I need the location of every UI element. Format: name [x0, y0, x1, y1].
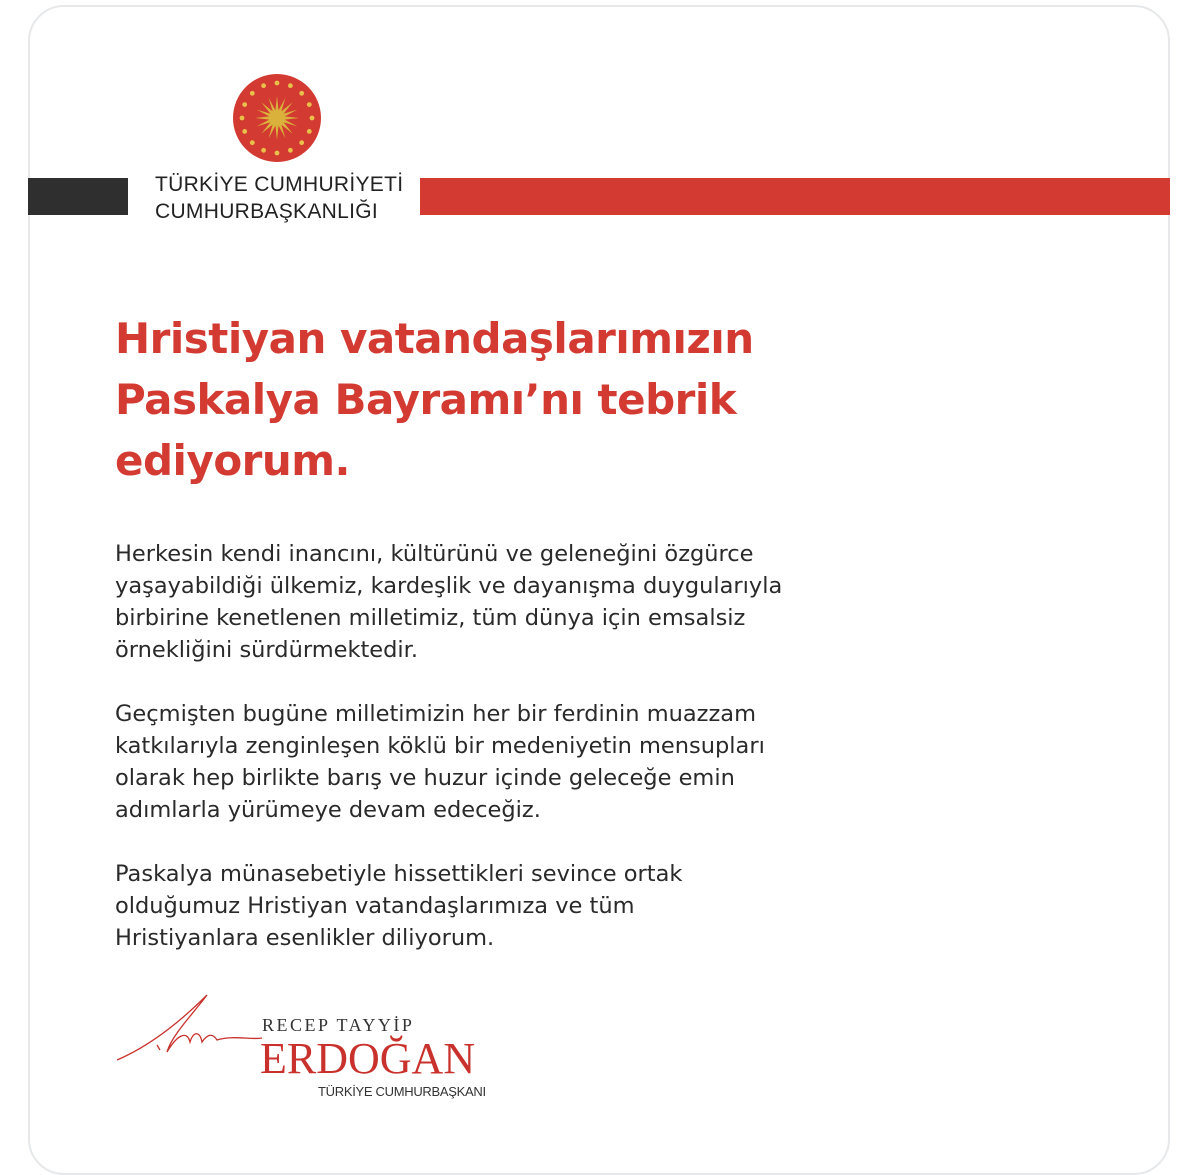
presidential-emblem-icon [232, 73, 322, 163]
text-line: katkılarıyla zenginleşen köklü bir medeniyetin mensupları [115, 733, 765, 759]
text-line: Herkesin kendi inancını, kültürünü ve geleneğini özgürce [115, 541, 754, 567]
emblem-star [261, 83, 266, 88]
title-line: Hristiyan vatandaşlarımızın [115, 314, 754, 363]
emblem-star [275, 151, 280, 156]
emblem-star [299, 140, 304, 145]
emblem-star [310, 116, 315, 121]
text-line: olduğumuz Hristiyan vatandaşlarımıza ve tüm [115, 893, 635, 919]
emblem-star [307, 129, 312, 134]
text-line: Paskalya münasebetiyle hissettikleri sevince ortak [115, 861, 683, 887]
emblem-star [242, 102, 247, 107]
text-line: örnekliğini sürdürmektedir. [115, 637, 419, 663]
emblem-star [250, 91, 255, 96]
emblem-star [250, 140, 255, 145]
message-body [115, 538, 1015, 986]
text-line: yaşayabildiği ülkemiz, kardeşlik ve dayanışma duygularıyla [115, 573, 783, 599]
emblem-star [299, 91, 304, 96]
emblem-star [275, 81, 280, 86]
org-line-1: TÜRKİYE CUMHURİYETİ [155, 173, 404, 196]
text-line: Hristiyanlara esenlikler diliyorum. [115, 925, 495, 951]
paragraph [115, 858, 1015, 954]
emblem-star [261, 148, 266, 153]
text-line: birbirine kenetlenen milletimiz, tüm dünya için emsalsiz [115, 605, 746, 631]
signatory-title: TÜRKİYE CUMHURBAŞKANI [318, 1084, 486, 1099]
title-line: Paskalya Bayramı’nı tebrik [115, 375, 737, 424]
paragraph [115, 538, 1015, 666]
emblem-sun [255, 96, 299, 140]
paragraph [115, 698, 1015, 826]
header-red-bar [420, 178, 1170, 215]
signatory-first-name: RECEP TAYYİP [262, 1015, 415, 1035]
title-line: ediyorum. [115, 436, 351, 485]
page-title [115, 308, 1015, 491]
emblem-star [288, 83, 293, 88]
emblem-star [242, 129, 247, 134]
emblem-star [240, 116, 245, 121]
emblem-star [288, 148, 293, 153]
handwritten-signature-icon [112, 990, 262, 1070]
signatory-last-name: ERDOĞAN [260, 1034, 476, 1083]
org-line-2: CUMHURBAŞKANLIĞI [155, 200, 379, 223]
text-line: olarak hep birlikte barış ve huzur içinde geleceğe emin [115, 765, 735, 791]
text-line: adımlarla yürümeye devam edeceğiz. [115, 797, 541, 823]
emblem-star [307, 102, 312, 107]
header-dark-bar [28, 178, 128, 215]
organization-name [155, 171, 403, 225]
text-line: Geçmişten bugüne milletimizin her bir ferdinin muazzam [115, 701, 756, 727]
